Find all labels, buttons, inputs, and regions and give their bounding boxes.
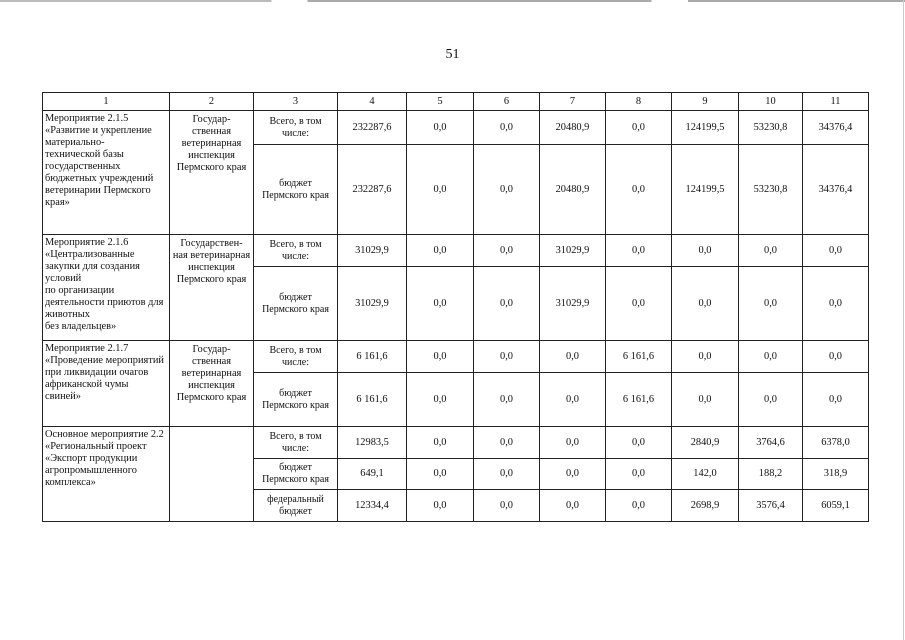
table-row xyxy=(43,341,869,373)
scan-edge-right xyxy=(903,0,904,640)
amount-cell: 0,0 xyxy=(540,373,606,427)
amount-cell: 3764,6 xyxy=(739,427,803,459)
amount-cell: 31029,9 xyxy=(338,235,407,267)
amount-cell: 3576,4 xyxy=(739,490,803,522)
amount-cell: 0,0 xyxy=(540,341,606,373)
table-row xyxy=(43,111,869,145)
amount-cell: 0,0 xyxy=(474,111,540,145)
amount-cell: 0,0 xyxy=(407,427,474,459)
column-header: 10 xyxy=(739,93,803,111)
column-header: 3 xyxy=(254,93,338,111)
amount-cell: 0,0 xyxy=(540,459,606,490)
amount-cell: 0,0 xyxy=(474,459,540,490)
amount-cell: 232287,6 xyxy=(338,111,407,145)
funding-source: бюджет Пермского края xyxy=(254,373,338,427)
amount-cell: 0,0 xyxy=(606,459,672,490)
amount-cell: 0,0 xyxy=(606,427,672,459)
funding-source: Всего, в том числе: xyxy=(254,427,338,459)
amount-cell: 12983,5 xyxy=(338,427,407,459)
amount-cell: 0,0 xyxy=(739,373,803,427)
amount-cell: 142,0 xyxy=(672,459,739,490)
amount-cell: 6 161,6 xyxy=(338,341,407,373)
amount-cell: 34376,4 xyxy=(803,145,869,235)
amount-cell: 0,0 xyxy=(739,267,803,341)
column-header: 1 xyxy=(43,93,170,111)
funding-source: Всего, в том числе: xyxy=(254,111,338,145)
amount-cell: 0,0 xyxy=(803,341,869,373)
funding-source: Всего, в том числе: xyxy=(254,235,338,267)
funding-source: федеральный бюджет xyxy=(254,490,338,522)
amount-cell: 318,9 xyxy=(803,459,869,490)
column-header: 4 xyxy=(338,93,407,111)
amount-cell: 0,0 xyxy=(474,341,540,373)
amount-cell: 0,0 xyxy=(407,267,474,341)
amount-cell: 0,0 xyxy=(407,235,474,267)
column-header: 7 xyxy=(540,93,606,111)
amount-cell: 0,0 xyxy=(407,490,474,522)
amount-cell: 124199,5 xyxy=(672,111,739,145)
amount-cell: 0,0 xyxy=(540,427,606,459)
amount-cell: 0,0 xyxy=(606,145,672,235)
table-row xyxy=(43,427,869,459)
amount-cell: 0,0 xyxy=(606,490,672,522)
amount-cell: 31029,9 xyxy=(540,235,606,267)
amount-cell: 124199,5 xyxy=(672,145,739,235)
column-header: 5 xyxy=(407,93,474,111)
amount-cell: 2840,9 xyxy=(672,427,739,459)
activity-name: Мероприятие 2.1.6 «Централизованные закупки для создания условий по организации деятельности приютов для животных без владельцев» xyxy=(43,235,170,341)
amount-cell: 0,0 xyxy=(407,145,474,235)
amount-cell: 6059,1 xyxy=(803,490,869,522)
amount-cell: 232287,6 xyxy=(338,145,407,235)
column-header: 9 xyxy=(672,93,739,111)
header-row xyxy=(43,93,869,111)
column-header: 8 xyxy=(606,93,672,111)
responsible-organization: Государствен- ная ветеринарная инспекция Пермского края xyxy=(170,235,254,341)
amount-cell: 649,1 xyxy=(338,459,407,490)
amount-cell: 0,0 xyxy=(407,341,474,373)
amount-cell: 0,0 xyxy=(474,373,540,427)
amount-cell: 6378,0 xyxy=(803,427,869,459)
amount-cell: 0,0 xyxy=(803,267,869,341)
amount-cell: 0,0 xyxy=(803,373,869,427)
amount-cell: 0,0 xyxy=(540,490,606,522)
amount-cell: 0,0 xyxy=(606,111,672,145)
amount-cell: 31029,9 xyxy=(338,267,407,341)
amount-cell: 6 161,6 xyxy=(606,341,672,373)
column-header: 2 xyxy=(170,93,254,111)
amount-cell: 0,0 xyxy=(474,145,540,235)
amount-cell: 53230,8 xyxy=(739,145,803,235)
amount-cell: 0,0 xyxy=(606,235,672,267)
amount-cell: 0,0 xyxy=(407,111,474,145)
amount-cell: 6 161,6 xyxy=(606,373,672,427)
activity-name: Основное мероприятие 2.2 «Региональный проект «Экспорт продукции агропромышленного комплекса» xyxy=(43,427,170,522)
amount-cell: 0,0 xyxy=(803,235,869,267)
amount-cell: 0,0 xyxy=(474,267,540,341)
page-number: 51 xyxy=(445,47,460,62)
column-header: 6 xyxy=(474,93,540,111)
amount-cell: 0,0 xyxy=(739,341,803,373)
amount-cell: 0,0 xyxy=(606,267,672,341)
responsible-organization xyxy=(170,427,254,522)
amount-cell: 0,0 xyxy=(474,235,540,267)
amount-cell: 20480,9 xyxy=(540,111,606,145)
table-row xyxy=(43,235,869,267)
activity-name: Мероприятие 2.1.7 «Проведение мероприятий при ликвидации очагов африканской чумы свиней» xyxy=(43,341,170,427)
amount-cell: 0,0 xyxy=(474,490,540,522)
amount-cell: 188,2 xyxy=(739,459,803,490)
budget-table xyxy=(42,92,869,522)
amount-cell: 0,0 xyxy=(474,427,540,459)
funding-source: Всего, в том числе: xyxy=(254,341,338,373)
amount-cell: 0,0 xyxy=(407,459,474,490)
amount-cell: 0,0 xyxy=(672,267,739,341)
responsible-organization: Государ- ственная ветеринарная инспекция Пермского края xyxy=(170,341,254,427)
column-header: 11 xyxy=(803,93,869,111)
amount-cell: 20480,9 xyxy=(540,145,606,235)
responsible-organization: Государ- ственная ветеринарная инспекция Пермского края xyxy=(170,111,254,235)
amount-cell: 34376,4 xyxy=(803,111,869,145)
amount-cell: 31029,9 xyxy=(540,267,606,341)
amount-cell: 0,0 xyxy=(672,373,739,427)
activity-name: Мероприятие 2.1.5 «Развитие и укрепление материально- технической базы государственных бюджетных учреждений ветеринарии Пермского края» xyxy=(43,111,170,235)
amount-cell: 2698,9 xyxy=(672,490,739,522)
amount-cell: 0,0 xyxy=(672,235,739,267)
amount-cell: 12334,4 xyxy=(338,490,407,522)
amount-cell: 0,0 xyxy=(407,373,474,427)
amount-cell: 0,0 xyxy=(739,235,803,267)
funding-source: бюджет Пермского края xyxy=(254,145,338,235)
amount-cell: 53230,8 xyxy=(739,111,803,145)
amount-cell: 0,0 xyxy=(672,341,739,373)
funding-source: бюджет Пермского края xyxy=(254,267,338,341)
scan-edge-top xyxy=(0,0,905,2)
amount-cell: 6 161,6 xyxy=(338,373,407,427)
funding-source: бюджет Пермского края xyxy=(254,459,338,490)
